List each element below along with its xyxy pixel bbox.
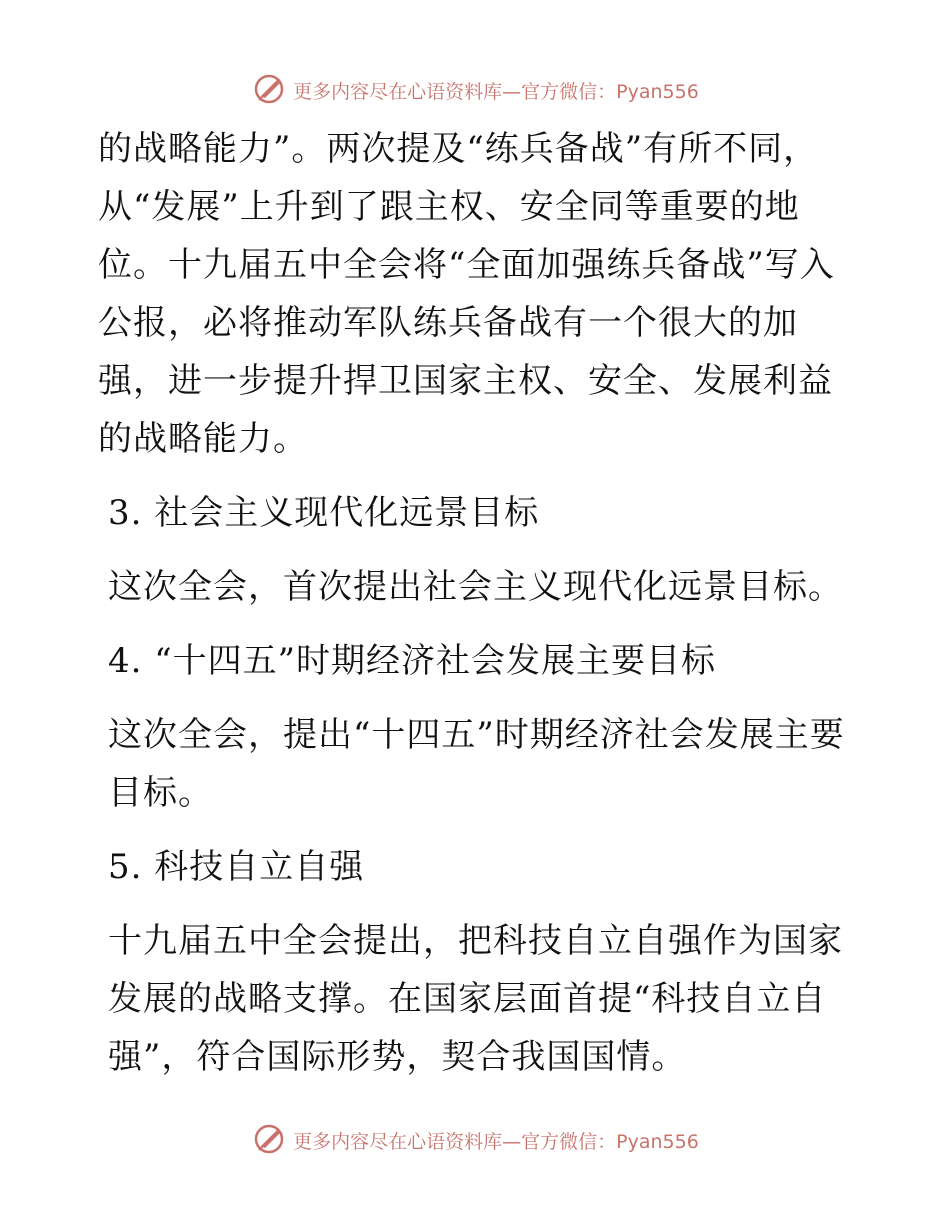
watermark-text: 更多内容尽在心语资料库—官方微信：Pyan556 <box>293 80 699 103</box>
heading-3: 3. 社会主义现代化远景目标 <box>108 493 540 533</box>
paragraph-3: 这次全会，首次提出社会主义现代化远景目标。 <box>108 567 843 607</box>
document-body <box>98 120 858 1086</box>
quill-pen-logo-icon <box>251 1122 287 1158</box>
page-header-watermark <box>0 72 950 108</box>
page-footer-watermark <box>0 1122 950 1158</box>
paragraph-5: 十九届五中全会提出，把科技自立自强作为国家发展的战略支撑。在国家层面首提“科技自立自强”，符合国际形势，契合我国国情。 <box>108 921 843 1077</box>
heading-4: 4. “十四五”时期经济社会发展主要目标 <box>108 641 717 681</box>
paragraph-4: 这次全会，提出“十四五”时期经济社会发展主要目标。 <box>108 715 845 813</box>
heading-5: 5. 科技自立自强 <box>108 847 365 887</box>
quill-pen-logo-icon <box>251 72 287 108</box>
paragraph-military: 的战略能力”。两次提及“练兵备战”有所不同，从“发展”上升到了跟主权、安全同等重要的地位。十九届五中全会将“全面加强练兵备战”写入公报，必将推动军队练兵备战有一个很大的加强，进一步提升捍卫国家主权、安全、发展利益的战略能力。 <box>98 129 835 459</box>
watermark-text: 更多内容尽在心语资料库—官方微信：Pyan556 <box>293 1130 699 1153</box>
